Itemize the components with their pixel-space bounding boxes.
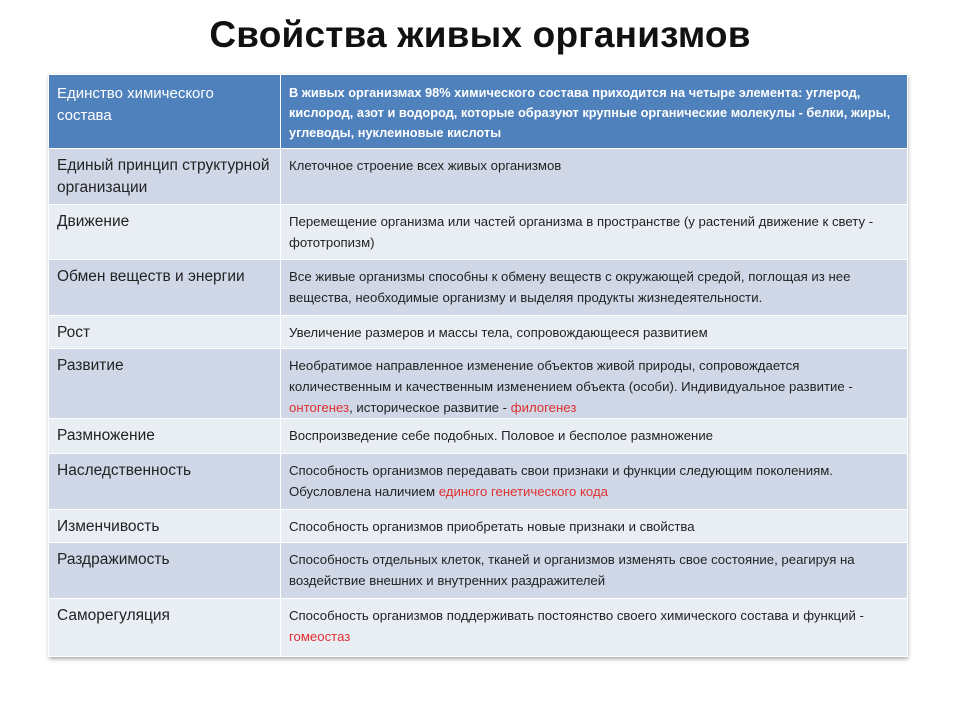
description-cell [281, 599, 908, 657]
description-cell [281, 454, 908, 510]
highlight-ontogenesis: онтогенез [289, 400, 350, 415]
description-text: Необратимое направленное изменение объектов живой природы, сопровождается количественным и качественным изменением объекта (особи). Индивидуальное развитие - [289, 358, 853, 394]
description-text: , историческое развитие - [349, 400, 511, 415]
property-cell: Единство химического состава [49, 75, 281, 149]
description-cell: Клеточное строение всех живых организмов [281, 149, 908, 205]
property-cell: Единый принцип структурной организации [49, 149, 281, 205]
table-row-variability [49, 510, 908, 543]
table-row-structural-organization [49, 149, 908, 205]
properties-table-container [48, 74, 907, 657]
table-row-growth [49, 316, 908, 349]
property-cell: Обмен веществ и энергии [49, 260, 281, 316]
properties-table [48, 74, 908, 657]
description-cell: Все живые организмы способны к обмену веществ с окружающей средой, поглощая из нее вещества, необходимые организму и выделяя продукты жизнедеятельности. [281, 260, 908, 316]
description-cell: Способность отдельных клеток, тканей и организмов изменять свое состояние, реагируя на воздействие внешних и внутренних раздражителей [281, 543, 908, 599]
property-cell: Развитие [49, 349, 281, 419]
property-cell: Размножение [49, 419, 281, 454]
table-row-movement [49, 205, 908, 260]
description-cell: Воспроизведение себе подобных. Половое и бесполое размножение [281, 419, 908, 454]
description-cell: Способность организмов приобретать новые признаки и свойства [281, 510, 908, 543]
description-cell: В живых организмах 98% химического состава приходится на четыре элемента: углерод, кислород, азот и водород, которые образуют крупные органические молекулы - белки, жиры, углеводы, нуклеиновые кислоты [281, 75, 908, 149]
table-row-metabolism [49, 260, 908, 316]
table-row-reproduction [49, 419, 908, 454]
highlight-phylogenesis: филогенез [510, 400, 577, 415]
table-row-heredity [49, 454, 908, 510]
property-cell: Наследственность [49, 454, 281, 510]
description-cell [281, 349, 908, 419]
table-row-development [49, 349, 908, 419]
property-cell: Рост [49, 316, 281, 349]
description-text: Способность организмов передавать свои признаки и функции следующим поколениям. Обусловлена наличием [289, 463, 833, 499]
highlight-genetic-code: единого генетического кода [438, 484, 608, 499]
property-cell: Раздражимость [49, 543, 281, 599]
table-row-self-regulation [49, 599, 908, 657]
page-title: Свойства живых организмов [209, 14, 751, 55]
table-row-irritability [49, 543, 908, 599]
property-cell: Изменчивость [49, 510, 281, 543]
property-cell: Саморегуляция [49, 599, 281, 657]
description-cell: Увеличение размеров и массы тела, сопровождающееся развитием [281, 316, 908, 349]
description-text: Способность организмов поддерживать постоянство своего химического состава и функций - [289, 608, 864, 623]
description-cell: Перемещение организма или частей организма в пространстве (у растений движение к свету - фототропизм) [281, 205, 908, 260]
property-cell: Движение [49, 205, 281, 260]
table-row-chemical-composition [49, 75, 908, 149]
highlight-homeostasis: гомеостаз [289, 629, 351, 644]
